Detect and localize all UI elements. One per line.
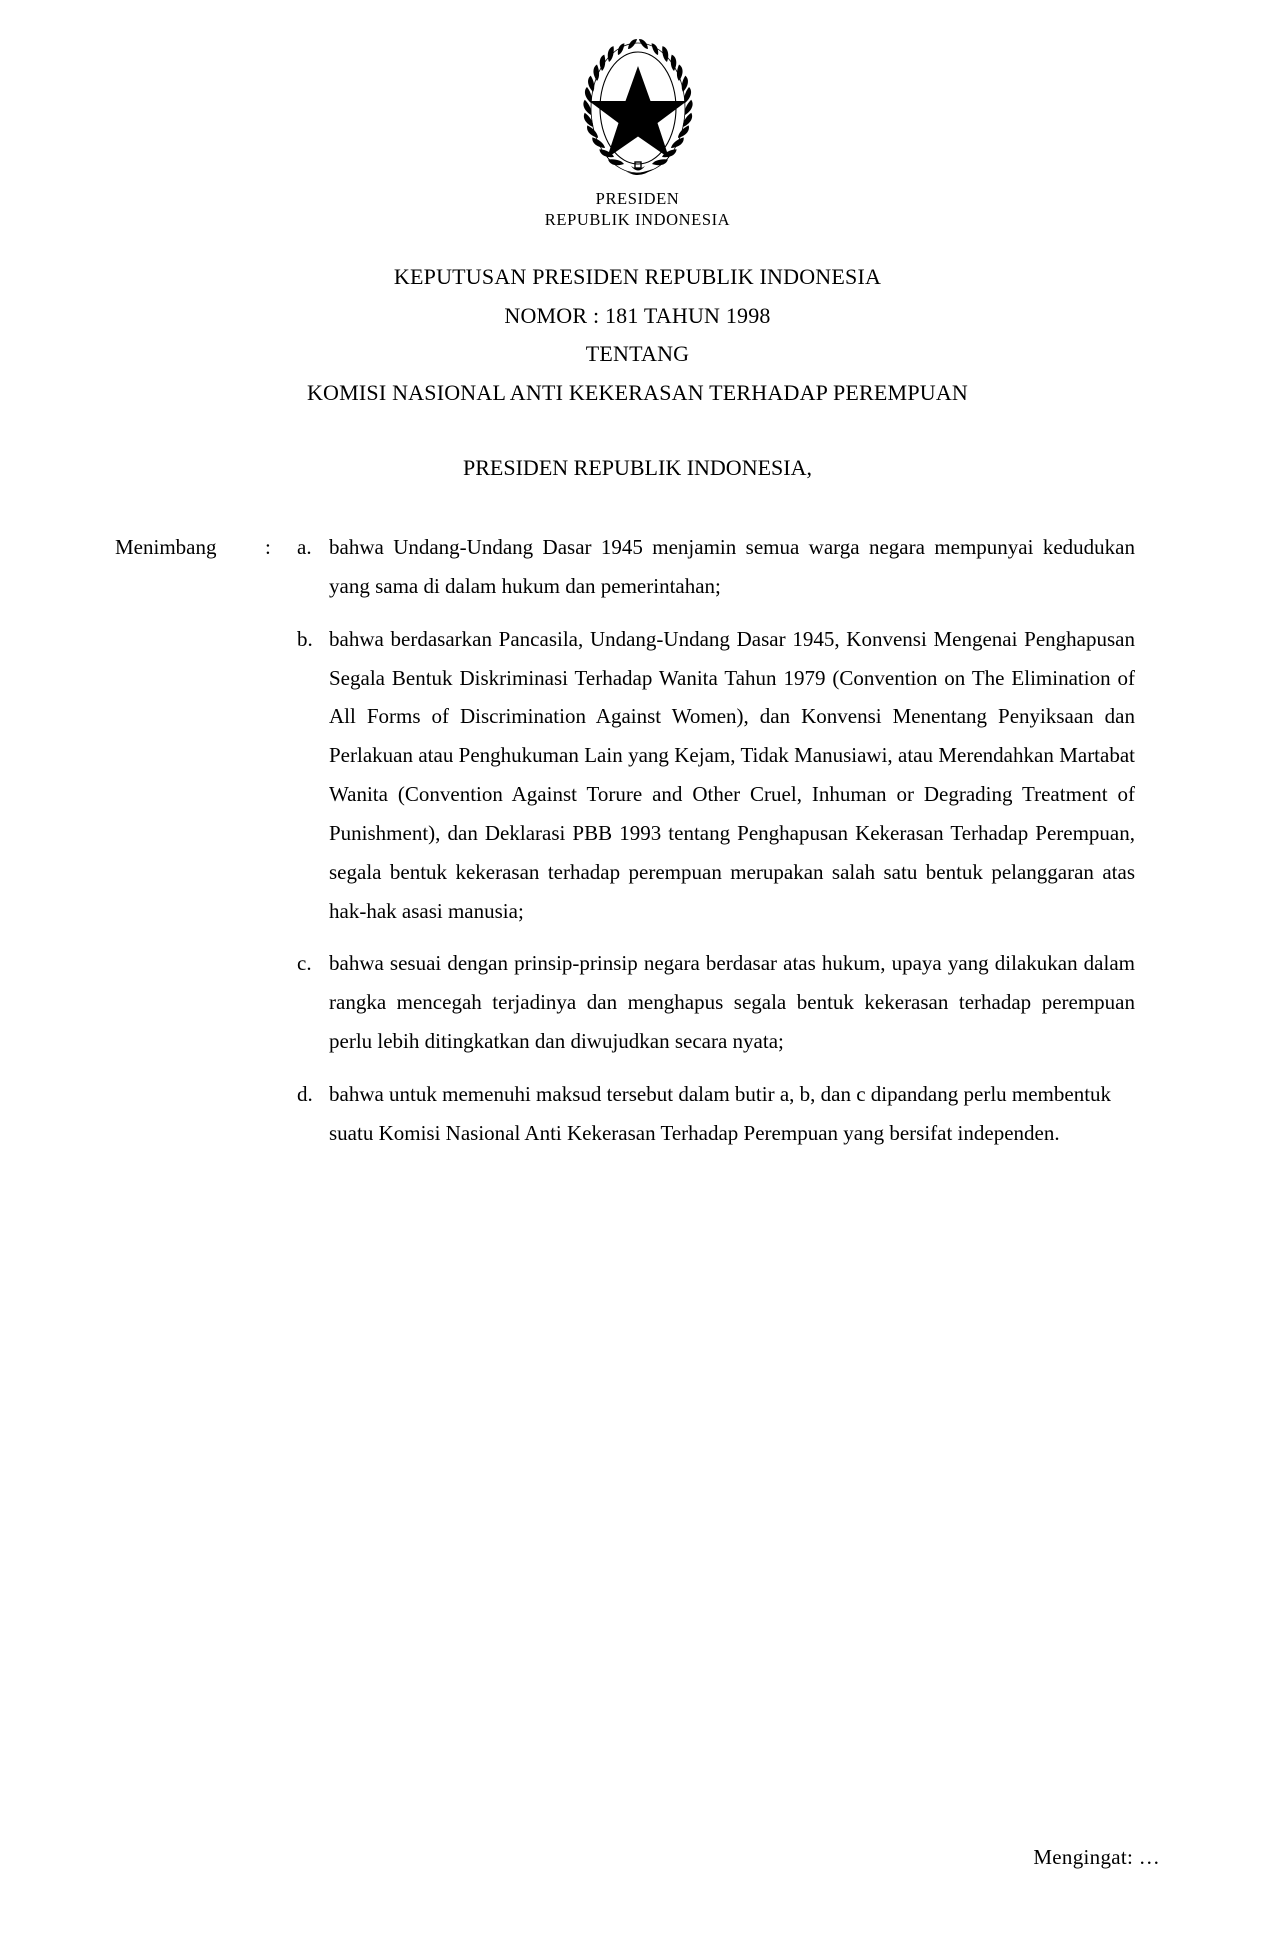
emblem-container: [0, 38, 1275, 183]
document-header: [0, 188, 1275, 230]
garuda-star-wreath-emblem: [573, 38, 703, 183]
list-item: [297, 1075, 1135, 1153]
item-marker-b: b.: [297, 626, 313, 651]
item-marker-c: c.: [297, 951, 312, 976]
continuation-note: Mengingat: …: [1033, 1845, 1160, 1869]
item-marker-d: d.: [297, 1081, 313, 1106]
list-item: [297, 620, 1135, 931]
preamble-heading: PRESIDEN REPUBLIK INDONESIA,: [463, 455, 812, 480]
title-nomor-tahun: NOMOR : 181 TAHUN 1998: [504, 302, 771, 328]
header-line-presiden: PRESIDEN: [595, 189, 680, 208]
title-keputusan-presiden: KEPUTUSAN PRESIDEN REPUBLIK INDONESIA: [393, 264, 882, 289]
considering-section: [115, 528, 1135, 1167]
list-item: [297, 528, 1135, 606]
considering-colon: :: [265, 535, 271, 559]
list-item: [297, 944, 1135, 1061]
item-text-c: bahwa sesuai dengan prinsip-prinsip negara berdasar atas hukum, upaya yang dilakukan dalam rangka mencegah terjadinya dan menghapus segala bentuk kekerasan terhadap perempuan perlu lebih ditingkatkan dan diwujudkan secara nyata;: [329, 951, 1135, 1054]
item-text-b: bahwa berdasarkan Pancasila, Undang-Undang Dasar 1945, Konvensi Mengenai Penghapusan Segala Bentuk Diskriminasi Terhadap Wanita Tahun 1979 (Convention on The Elimination of All Forms of Discrimination Against Women), dan Konvensi Menentang Penyiksaan dan Perlakuan atau Penghukuman Lain yang Kejam, Tidak Manusiawi, atau Merendahkan Martabat Wanita (Convention Against Torure and Other Cruel, Inhuman or Degrading Treatment of Punishment), dan Deklarasi PBB 1993 tentang Penghapusan Kekerasan Terhadap Perempuan, segala bentuk kekerasan terhadap perempuan merupakan salah satu bentuk pelanggaran atas hak-hak asasi manusia;: [329, 626, 1135, 923]
considering-row: [115, 528, 1135, 1167]
item-text-d: bahwa untuk memenuhi maksud tersebut dalam butir a, b, dan c dipandang perlu membentuk suatu Komisi Nasional Anti Kekerasan Terhadap Perempuan yang bersifat independen.: [329, 1081, 1112, 1145]
considering-items: [297, 528, 1135, 1167]
title-tentang: TENTANG: [585, 341, 690, 366]
item-marker-a: a.: [297, 535, 312, 559]
document-title-block: [0, 258, 1275, 412]
header-line-republik-indonesia: REPUBLIK INDONESIA: [544, 210, 731, 230]
item-text-a: bahwa Undang-Undang Dasar 1945 menjamin semua warga negara mempunyai kedudukan yang sama di dalam hukum dan pemerintahan;: [329, 535, 1135, 598]
considering-label: Menimbang: [115, 535, 217, 559]
title-subject: KOMISI NASIONAL ANTI KEKERASAN TERHADAP PEREMPUAN: [306, 379, 969, 405]
